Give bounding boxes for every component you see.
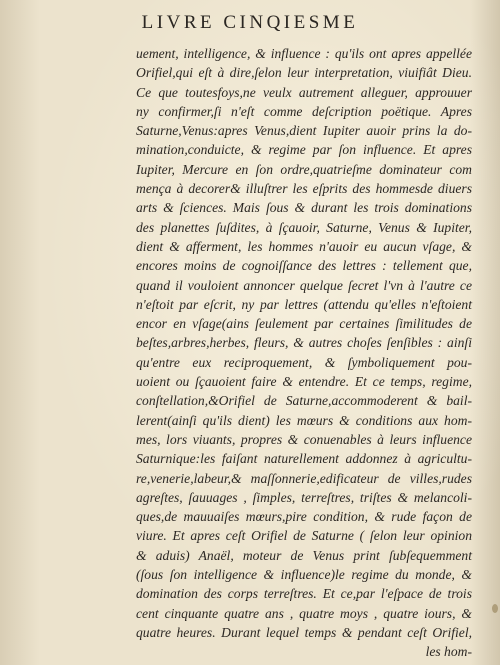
text-line: uement, intelligence, & influence : qu'ils ont apres appellée <box>136 46 472 61</box>
catchword: les hom- <box>425 644 472 660</box>
text-line: Saturne,Venus:apres Venus,dient Iupiter auoir prins la do- <box>136 123 472 139</box>
text-line: uoient ou ſçauoient faire & entendre. Et ce temps, regime, <box>136 374 472 390</box>
text-line: Iupiter, Mercure en ſon ordre,quatrieſme dominateur com <box>136 161 472 177</box>
text-line: cent cinquante quatre ans , quatre moys , quatre iours, & <box>136 605 472 621</box>
text-line: ny confirmer,ſi n'eſt comme deſcription poëtique. Apres <box>136 103 472 119</box>
text-line: (ſous ſon intelligence & influence)le regime du monde, & <box>136 567 472 583</box>
text-line: encores moins de cognoiſſance des lettres : tellement que, <box>136 258 472 274</box>
text-line: conſtellation,&Orifiel de Saturne,accommoderent & bail- <box>136 393 472 409</box>
text-line: ques,de mauuaiſes mœurs,pire condition, & rude façon de <box>136 509 472 525</box>
text-line: quand il vouloient annoncer quelque ſecret l'vn à l'autre ce <box>136 277 472 293</box>
text-line: beſtes,arbres,herbes, fleurs, & autres choſes ſenſibles : ainſi <box>136 335 472 351</box>
text-line: encor en vſage(ains ſeulement par certaines ſimilitudes de <box>136 316 472 332</box>
text-line: agreſtes, ſauuages , ſimples, terreſtres, triſtes & melancoli- <box>136 489 472 505</box>
text-line: n'eſtoit par eſcrit, ny par lettres (attendu qu'elles n'eſtoient <box>136 296 472 312</box>
text-line: arts & ſciences. Mais ſous & durant les trois dominations <box>136 200 472 216</box>
text-line: mination,conduicte, & regime par ſon influence. Et apres <box>136 142 472 158</box>
text-line: Orifiel,qui eſt à dire,ſelon leur interpretation, viuifiât Dieu. <box>136 65 472 81</box>
text-line: mes, lors viuants, propres & conuenables à leurs influence <box>136 431 472 447</box>
paper-stain <box>492 604 498 613</box>
running-head: LIVRE CINQIESME <box>141 12 359 33</box>
text-line: Saturnique:les faiſant naturellement addonnez à agricultu- <box>136 451 472 467</box>
text-line: re,venerie,labeur,& maſſonnerie,edificateur de villes,rudes <box>136 470 472 486</box>
text-line: lerent(ainſi qu'ils dient) les mœurs & conditions aux hom- <box>136 412 472 428</box>
text-line: Ce que toutesfoys,ne veulx autrement alleguer, approuuer <box>136 84 472 100</box>
text-line: viure. Et apres ceſt Orifiel de Saturne ( ſelon leur opinion <box>136 528 472 544</box>
text-line: mença à decorer& illuſtrer les eſprits des hommesde diuers <box>136 181 472 197</box>
text-line: des planettes ſuſdites, à ſçauoir, Saturne, Venus & Iupiter, <box>136 219 472 235</box>
text-line: dient & afferment, les hommes n'auoir eu aucun vſage, & <box>136 238 472 254</box>
text-line: quatre heures. Durant lequel temps & pendant ceſt Orifiel, <box>136 624 472 640</box>
text-line: qu'entre eux reciproquement, & ſymboliquement pou- <box>136 354 472 370</box>
body-text <box>136 44 472 662</box>
text-line: domination des corps terreſtres. Et ce,par l'eſpace de trois <box>136 586 472 602</box>
text-line: & aduis) Anaël, moteur de Venus print ſubſequemment <box>136 547 472 563</box>
